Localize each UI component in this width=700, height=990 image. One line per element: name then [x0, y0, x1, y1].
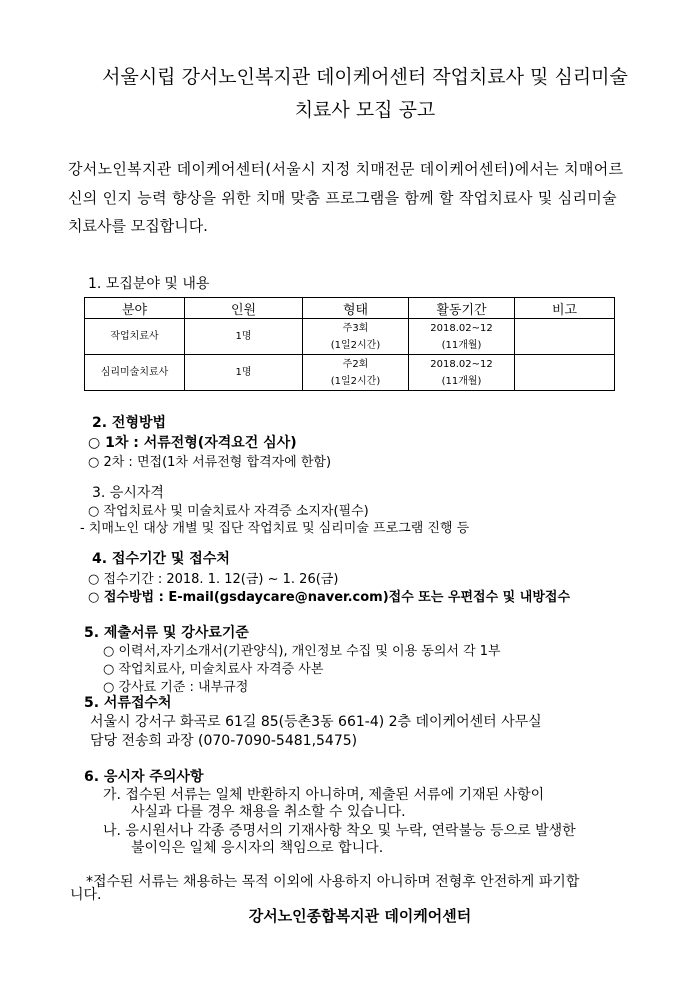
cell-form-line-2: (1일2시간) [330, 339, 381, 351]
cell-period [409, 355, 515, 391]
header-note: 비고 [515, 298, 615, 319]
intro-line-2: 신의 인지 능력 향상을 위한 치매 맞춤 프로그램을 함께 할 작업치료사 및 심리미술 [68, 189, 617, 207]
page-title-line-1: 서울시립 강서노인복지관 데이케어센터 작업치료사 및 심리미술 [102, 66, 628, 88]
section-4-item-1: ○ 접수기간 : 2018. 1. 12(금) ~ 1. 26(금) [88, 572, 339, 587]
cell-period [409, 319, 515, 355]
cell-period-line-2: (11개월) [441, 339, 482, 351]
header-form: 형태 [303, 298, 409, 319]
header-field: 분야 [85, 298, 185, 319]
section-1-heading: 1. 모집분야 및 내용 [88, 276, 210, 292]
section-3-item-2: - 치매노인 대상 개별 및 집단 작업치료 및 심리미술 프로그램 진행 등 [80, 521, 470, 536]
header-count: 인원 [185, 298, 303, 319]
cell-period-line-1: 2018.02~12 [430, 358, 493, 370]
footnote-line-2: 니다. [70, 887, 102, 903]
table-row [85, 355, 615, 391]
section-2-item-1: ○ 1차 : 서류전형(자격요건 심사) [88, 435, 297, 451]
section-5-item-1: ○ 이력서,자기소개서(기관양식), 개인정보 수집 및 이용 동의서 각 1부 [103, 644, 501, 659]
section-5-heading: 5. 제출서류 및 강사료기준 [84, 625, 249, 641]
cell-form-line-1: 주3회 [342, 322, 369, 334]
cell-field: 작업치료사 [85, 319, 185, 355]
cell-form-line-2: (1일2시간) [330, 375, 381, 387]
section-3-heading: 3. 응시자격 [92, 485, 164, 501]
cell-field: 심리미술치료사 [85, 355, 185, 391]
header-period: 활동기간 [409, 298, 515, 319]
section-4-item-2: ○ 접수방법 : E-mail(gsdaycare@naver.com)접수 또는 우편접수 및 내방접수 [88, 590, 570, 605]
cell-count: 1명 [185, 355, 303, 391]
cell-period-line-1: 2018.02~12 [430, 322, 493, 334]
intro-line-1: 강서노인복지관 데이케어센터(서울시 지정 치매전문 데이케어센터)에서는 치매어르 [68, 160, 624, 178]
section-5b-heading: 5. 서류접수처 [84, 695, 172, 711]
table-row [85, 319, 615, 355]
section-5-item-3: ○ 강사료 기준 : 내부규정 [103, 680, 249, 695]
cell-form-line-1: 주2회 [342, 358, 369, 370]
section-5b-contact: 담당 전송희 과장 (070-7090-5481,5475) [90, 733, 358, 749]
section-2-item-2: ○ 2차 : 면접(1차 서류전형 합격자에 한함) [88, 455, 332, 470]
organization-signature: 강서노인종합복지관 데이케어센터 [248, 907, 472, 925]
footnote-line-1: *접수된 서류는 채용하는 목적 이외에 사용하지 아니하며 전형후 안전하게 파기합 [86, 874, 580, 890]
cell-period-line-2: (11개월) [441, 375, 482, 387]
section-6-heading: 6. 응시자 주의사항 [84, 769, 204, 785]
cell-note [515, 319, 615, 355]
page-title-line-2: 치료사 모집 공고 [294, 99, 436, 121]
section-6-item-2: 나. 응시원서나 각종 증명서의 기재사항 착오 및 누락, 연락불능 등으로 발생한 [103, 823, 576, 839]
recruitment-table [84, 297, 615, 391]
table-header-row [85, 298, 615, 319]
section-6-item-2-cont: 불이익은 일체 응시자의 책임으로 합니다. [131, 840, 384, 856]
cell-form [303, 319, 409, 355]
cell-note [515, 355, 615, 391]
section-5b-address: 서울시 강서구 화곡로 61길 85(등촌3동 661-4) 2층 데이케어센터 사무실 [90, 714, 542, 730]
section-6-item-1-cont: 사실과 다를 경우 채용을 취소할 수 있습니다. [131, 804, 406, 820]
section-2-heading: 2. 전형방법 [92, 415, 167, 431]
cell-count: 1명 [185, 319, 303, 355]
cell-form [303, 355, 409, 391]
section-4-heading: 4. 접수기간 및 접수처 [92, 551, 230, 567]
section-3-item-1: ○ 작업치료사 및 미술치료사 자격증 소지자(필수) [88, 504, 369, 519]
intro-line-3: 치료사를 모집합니다. [68, 217, 208, 235]
section-5-item-2: ○ 작업치료사, 미술치료사 자격증 사본 [103, 662, 324, 677]
section-6-item-1: 가. 접수된 서류는 일체 반환하지 아니하며, 제출된 서류에 기재된 사항이 [103, 787, 545, 803]
